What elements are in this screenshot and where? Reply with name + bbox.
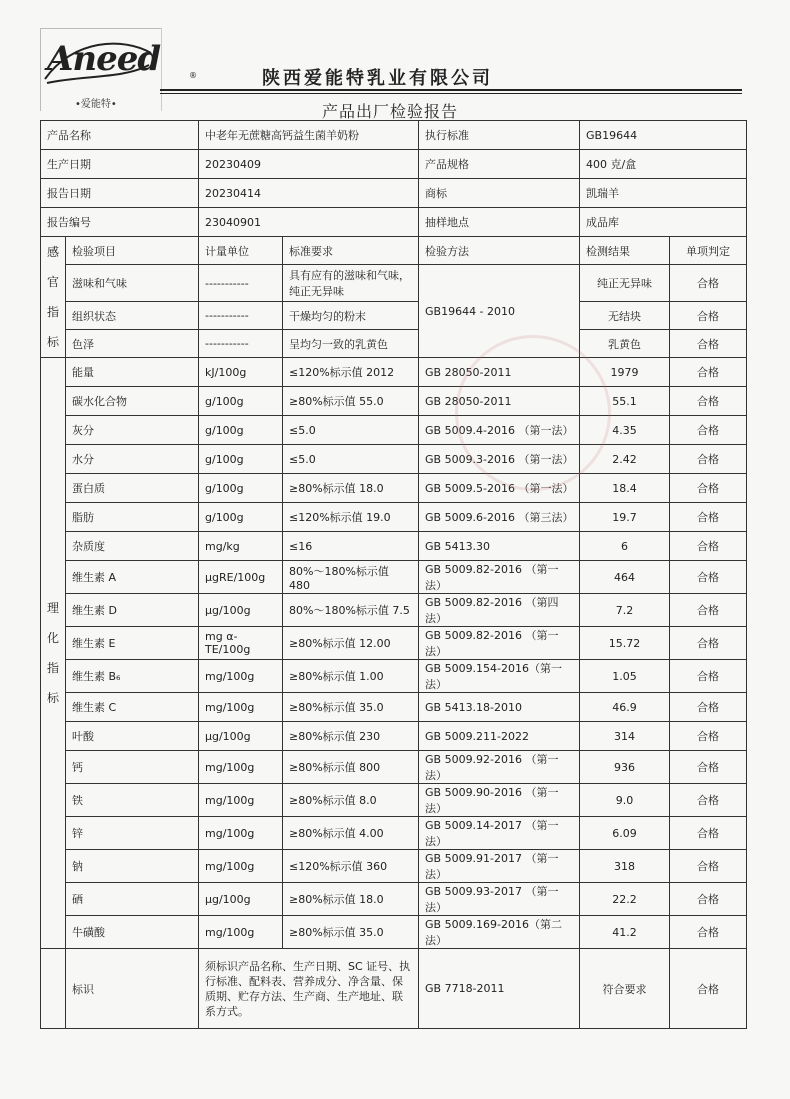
item-unit: mg/kg (199, 532, 283, 561)
item-result: 纯正无异味 (580, 265, 670, 302)
item-name: 杂质度 (66, 532, 199, 561)
item-unit: kJ/100g (199, 358, 283, 387)
table-row (41, 387, 747, 416)
item-standard: ≤120%标示值 2012 (283, 358, 419, 387)
sensory-group-label (41, 237, 66, 358)
column-header-result: 检测结果 (580, 237, 670, 265)
item-method: GB 5009.4-2016 （第一法） (419, 416, 580, 445)
info-label: 产品规格 (419, 150, 580, 179)
item-judgement: 合格 (670, 416, 747, 445)
item-name: 脂肪 (66, 503, 199, 532)
item-name: 维生素 B₆ (66, 660, 199, 693)
item-standard: ≤120%标示值 19.0 (283, 503, 419, 532)
group-label-char: 化 (46, 631, 59, 645)
report-title: 产品出厂检验报告 (322, 102, 459, 121)
column-header-method: 检验方法 (419, 237, 580, 265)
item-result: 936 (580, 751, 670, 784)
item-unit: ----------- (199, 302, 283, 330)
item-method: GB 5009.82-2016 （第一法） (419, 627, 580, 660)
table-row (41, 693, 747, 722)
item-name: 牛磺酸 (66, 916, 199, 949)
info-value: 20230409 (199, 150, 419, 179)
item-name: 维生素 E (66, 627, 199, 660)
item-result: 1.05 (580, 660, 670, 693)
info-value: 凯瑞羊 (580, 179, 747, 208)
item-result: 乳黄色 (580, 330, 670, 358)
item-name: 维生素 D (66, 594, 199, 627)
item-method: GB 5009.169-2016（第二法） (419, 916, 580, 949)
item-unit: g/100g (199, 503, 283, 532)
group-label-char: 标 (46, 335, 59, 349)
item-standard: ≥80%标示值 18.0 (283, 474, 419, 503)
item-judgement: 合格 (670, 445, 747, 474)
table-row (41, 883, 747, 916)
item-judgement: 合格 (670, 474, 747, 503)
item-unit: mg/100g (199, 916, 283, 949)
table-row (41, 532, 747, 561)
item-result: 2.42 (580, 445, 670, 474)
item-result: 314 (580, 722, 670, 751)
item-method: GB 28050-2011 (419, 358, 580, 387)
item-result: 19.7 (580, 503, 670, 532)
item-method: GB 5009.5-2016 （第一法） (419, 474, 580, 503)
item-method: GB 5009.3-2016 （第一法） (419, 445, 580, 474)
table-row (41, 850, 747, 883)
item-standard: ≥80%标示值 8.0 (283, 784, 419, 817)
item-method: GB 5009.154-2016（第一法） (419, 660, 580, 693)
table-row (41, 817, 747, 850)
item-name: 蛋白质 (66, 474, 199, 503)
item-method: GB 5009.90-2016 （第一法） (419, 784, 580, 817)
item-unit: mg/100g (199, 751, 283, 784)
item-judgement: 合格 (670, 627, 747, 660)
item-standard: 干燥均匀的粉末 (283, 302, 419, 330)
table-row (41, 660, 747, 693)
table-row (41, 416, 747, 445)
item-judgement: 合格 (670, 817, 747, 850)
column-header-unit: 计量单位 (199, 237, 283, 265)
item-standard: ≥80%标示值 18.0 (283, 883, 419, 916)
info-value: 成品库 (580, 208, 747, 237)
item-name: 硒 (66, 883, 199, 916)
table-row (41, 561, 747, 594)
info-label: 商标 (419, 179, 580, 208)
item-name: 锌 (66, 817, 199, 850)
group-label-char: 指 (46, 661, 59, 675)
column-header-standard: 标准要求 (283, 237, 419, 265)
item-result: 1979 (580, 358, 670, 387)
item-unit: mg/100g (199, 784, 283, 817)
item-name: 滋味和气味 (66, 265, 199, 302)
blank-cell (41, 949, 66, 1029)
info-value: 400 克/盒 (580, 150, 747, 179)
header-rule-thin (160, 93, 742, 94)
item-unit: mg α-TE/100g (199, 627, 283, 660)
item-name: 铁 (66, 784, 199, 817)
item-method: GB 5413.18-2010 (419, 693, 580, 722)
info-label: 报告日期 (41, 179, 199, 208)
item-method: GB19644 - 2010 (419, 265, 580, 358)
item-judgement: 合格 (670, 302, 747, 330)
item-judgement: 合格 (670, 949, 747, 1029)
item-unit: ----------- (199, 265, 283, 302)
item-standard: ≥80%标示值 12.00 (283, 627, 419, 660)
item-name: 钠 (66, 850, 199, 883)
item-standard: ≥80%标示值 35.0 (283, 693, 419, 722)
item-unit: mg/100g (199, 817, 283, 850)
item-name: 能量 (66, 358, 199, 387)
info-value: 20230414 (199, 179, 419, 208)
item-method: GB 5009.211-2022 (419, 722, 580, 751)
item-judgement: 合格 (670, 561, 747, 594)
column-header-item: 检验项目 (66, 237, 199, 265)
item-judgement: 合格 (670, 532, 747, 561)
item-result: 464 (580, 561, 670, 594)
item-method: GB 5009.93-2017 （第一法） (419, 883, 580, 916)
column-header-judgement: 单项判定 (670, 237, 747, 265)
item-result: 7.2 (580, 594, 670, 627)
table-row (41, 722, 747, 751)
item-standard: ≤120%标示值 360 (283, 850, 419, 883)
table-row (41, 949, 747, 1029)
item-result: 41.2 (580, 916, 670, 949)
item-judgement: 合格 (670, 916, 747, 949)
item-method: GB 5009.92-2016 （第一法） (419, 751, 580, 784)
item-result: 18.4 (580, 474, 670, 503)
item-judgement: 合格 (670, 330, 747, 358)
item-method: GB 28050-2011 (419, 387, 580, 416)
item-method: GB 5009.82-2016 （第四法） (419, 594, 580, 627)
item-standard: ≥80%标示值 800 (283, 751, 419, 784)
item-result: 46.9 (580, 693, 670, 722)
item-unit: g/100g (199, 387, 283, 416)
company-logo (40, 28, 197, 111)
item-standard: ≥80%标示值 230 (283, 722, 419, 751)
item-unit: mg/100g (199, 850, 283, 883)
group-label-char: 官 (46, 275, 59, 289)
item-result: 符合要求 (580, 949, 670, 1029)
item-name: 叶酸 (66, 722, 199, 751)
item-result: 22.2 (580, 883, 670, 916)
item-judgement: 合格 (670, 751, 747, 784)
item-name: 灰分 (66, 416, 199, 445)
item-method: GB 7718-2011 (419, 949, 580, 1029)
item-judgement: 合格 (670, 594, 747, 627)
item-judgement: 合格 (670, 722, 747, 751)
logo-text: Aneed (47, 39, 161, 79)
item-method: GB 5009.82-2016 （第一法） (419, 561, 580, 594)
table-row (41, 503, 747, 532)
item-result: 9.0 (580, 784, 670, 817)
item-judgement: 合格 (670, 883, 747, 916)
item-standard: ≥80%标示值 1.00 (283, 660, 419, 693)
info-label: 抽样地点 (419, 208, 580, 237)
group-label-char: 理 (46, 601, 59, 615)
info-value: GB19644 (580, 121, 747, 150)
table-row (41, 445, 747, 474)
item-standard: ≥80%标示值 55.0 (283, 387, 419, 416)
table-row (41, 751, 747, 784)
item-name: 水分 (66, 445, 199, 474)
item-method: GB 5413.30 (419, 532, 580, 561)
table-row (41, 330, 747, 358)
item-result: 6.09 (580, 817, 670, 850)
info-value: 23040901 (199, 208, 419, 237)
item-unit: g/100g (199, 416, 283, 445)
item-name: 色泽 (66, 330, 199, 358)
company-name: 陕西爱能特乳业有限公司 (262, 68, 493, 89)
table-row (41, 627, 747, 660)
item-unit: ----------- (199, 330, 283, 358)
item-unit: g/100g (199, 474, 283, 503)
item-standard: ≥80%标示值 35.0 (283, 916, 419, 949)
item-judgement: 合格 (670, 693, 747, 722)
info-label: 生产日期 (41, 150, 199, 179)
item-name: 标识 (66, 949, 199, 1029)
table-row (41, 474, 747, 503)
table-row (41, 916, 747, 949)
item-method: GB 5009.6-2016 （第三法） (419, 503, 580, 532)
item-result: 无结块 (580, 302, 670, 330)
item-unit: mg/100g (199, 660, 283, 693)
group-label-char: 标 (46, 691, 59, 705)
info-label: 报告编号 (41, 208, 199, 237)
logo-subtitle: •爱能特• (75, 99, 117, 110)
table-row (41, 302, 747, 330)
item-judgement: 合格 (670, 850, 747, 883)
item-judgement: 合格 (670, 660, 747, 693)
item-unit: μg/100g (199, 594, 283, 627)
item-standard: 80%～180%标示值 480 (283, 561, 419, 594)
item-judgement: 合格 (670, 503, 747, 532)
item-judgement: 合格 (670, 265, 747, 302)
item-method: GB 5009.91-2017 （第一法） (419, 850, 580, 883)
item-unit: g/100g (199, 445, 283, 474)
item-standard: 具有应有的滋味和气味，纯正无异味 (283, 265, 419, 302)
item-unit: μg/100g (199, 883, 283, 916)
table-row (41, 594, 747, 627)
table-row (41, 150, 747, 179)
item-standard: 80%～180%标示值 7.5 (283, 594, 419, 627)
item-result: 15.72 (580, 627, 670, 660)
item-method: GB 5009.14-2017 （第一法） (419, 817, 580, 850)
table-row (41, 208, 747, 237)
item-judgement: 合格 (670, 358, 747, 387)
table-row (41, 784, 747, 817)
item-standard: 须标识产品名称、生产日期、SC 证号、执行标准、配料表、营养成分、净含量、保质期、贮存方法、生产商、生产地址、联系方式。 (199, 949, 419, 1029)
registered-mark: ® (189, 71, 197, 80)
item-standard: 呈均匀一致的乳黄色 (283, 330, 419, 358)
table-row (41, 121, 747, 150)
table-row (41, 265, 747, 302)
item-unit: μg/100g (199, 722, 283, 751)
info-label: 执行标准 (419, 121, 580, 150)
item-name: 组织状态 (66, 302, 199, 330)
item-judgement: 合格 (670, 784, 747, 817)
item-result: 55.1 (580, 387, 670, 416)
item-unit: μgRE/100g (199, 561, 283, 594)
item-unit: mg/100g (199, 693, 283, 722)
inspection-table (40, 120, 747, 1029)
item-standard: ≤16 (283, 532, 419, 561)
table-row (41, 179, 747, 208)
table-row (41, 237, 747, 265)
item-result: 4.35 (580, 416, 670, 445)
header-rule-thick (160, 89, 742, 91)
item-judgement: 合格 (670, 387, 747, 416)
item-standard: ≤5.0 (283, 445, 419, 474)
item-name: 维生素 A (66, 561, 199, 594)
table-row (41, 358, 747, 387)
item-standard: ≥80%标示值 4.00 (283, 817, 419, 850)
group-label-char: 指 (46, 305, 59, 319)
item-standard: ≤5.0 (283, 416, 419, 445)
item-result: 6 (580, 532, 670, 561)
info-label: 产品名称 (41, 121, 199, 150)
physchem-group-label (41, 358, 66, 949)
item-name: 钙 (66, 751, 199, 784)
group-label-char: 感 (46, 245, 59, 259)
item-name: 碳水化合物 (66, 387, 199, 416)
item-result: 318 (580, 850, 670, 883)
item-name: 维生素 C (66, 693, 199, 722)
info-value: 中老年无蔗糖高钙益生菌羊奶粉 (199, 121, 419, 150)
